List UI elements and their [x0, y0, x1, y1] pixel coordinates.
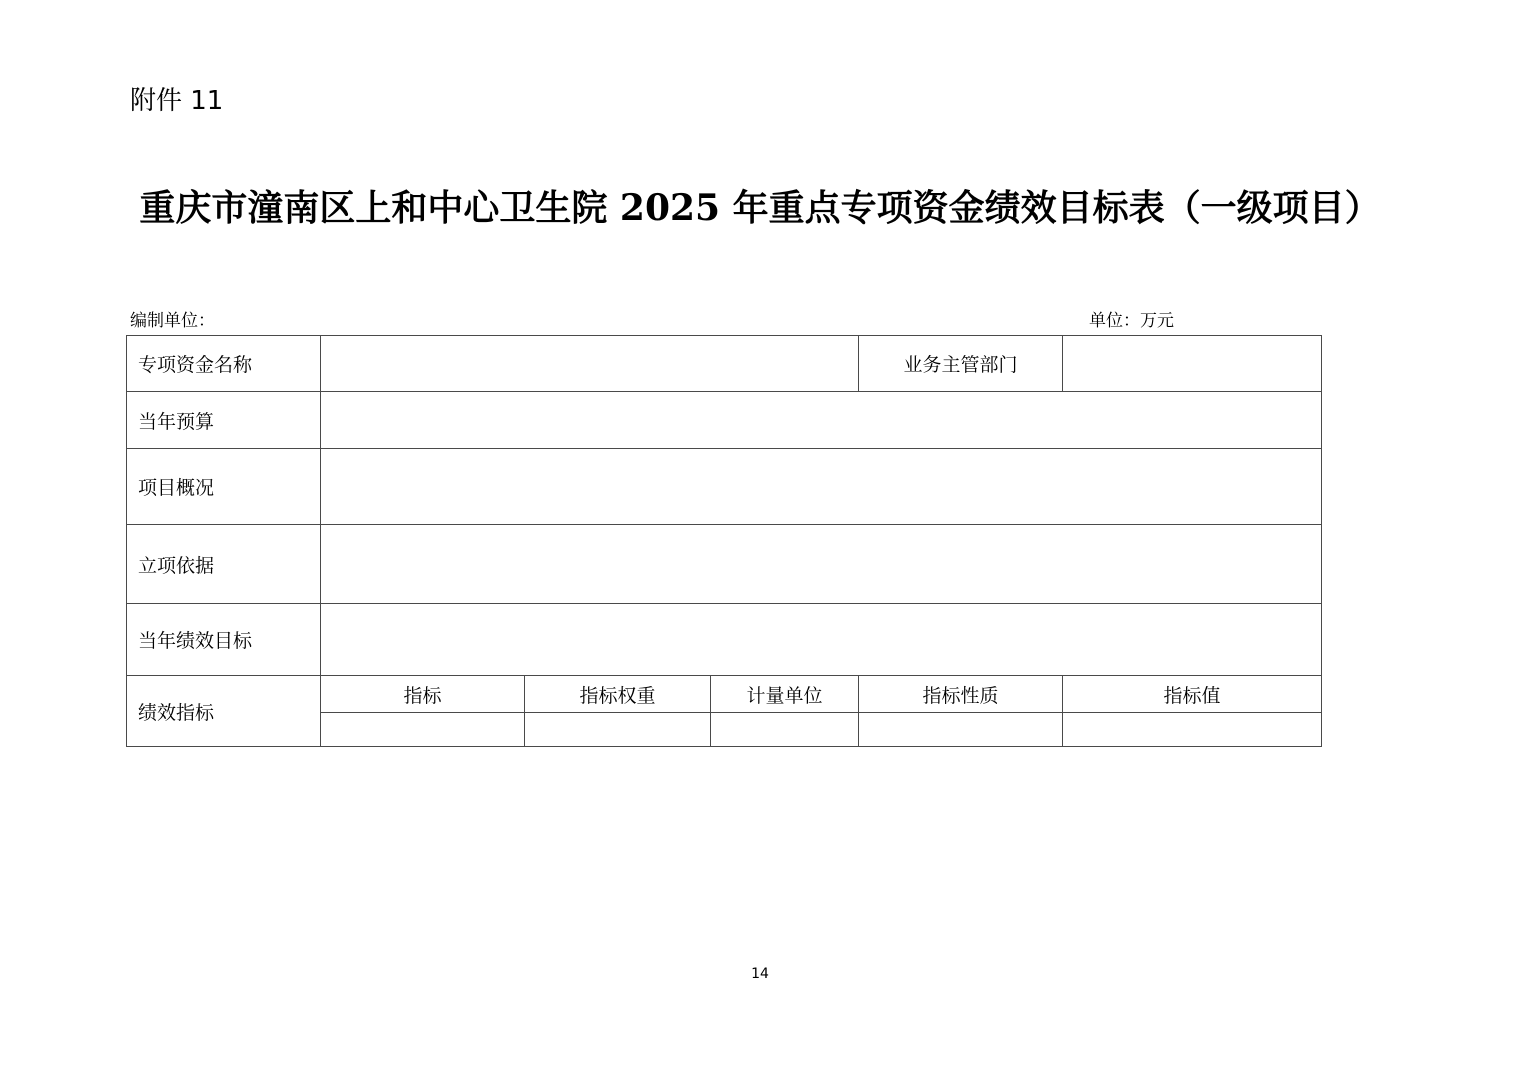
fund-name-label: 专项资金名称	[127, 336, 321, 392]
goal-cell[interactable]	[321, 604, 1322, 676]
basis-cell[interactable]	[321, 525, 1322, 604]
dept-label: 业务主管部门	[859, 336, 1063, 392]
overview-row	[127, 449, 1322, 525]
basis-row	[127, 525, 1322, 604]
indicator-header-row	[127, 676, 1322, 713]
performance-target-table	[126, 335, 1322, 747]
nature-cell[interactable]	[859, 713, 1063, 747]
overview-cell[interactable]	[321, 449, 1322, 525]
value-cell[interactable]	[1063, 713, 1322, 747]
budget-label: 当年预算	[127, 392, 321, 449]
indicators-label: 绩效指标	[127, 676, 321, 747]
goal-label: 当年绩效目标	[127, 604, 321, 676]
currency-unit-label: 单位：万元	[1089, 311, 1174, 331]
compiling-unit-label: 编制单位：	[130, 311, 215, 331]
weight-header: 指标权重	[525, 676, 711, 713]
overview-label: 项目概况	[127, 449, 321, 525]
dept-cell[interactable]	[1063, 336, 1322, 392]
indicator-header: 指标	[321, 676, 525, 713]
value-header: 指标值	[1063, 676, 1322, 713]
indicator-cell[interactable]	[321, 713, 525, 747]
budget-row	[127, 392, 1322, 449]
unit-cell[interactable]	[711, 713, 859, 747]
document-title: 重庆市潼南区上和中心卫生院 2025 年重点专项资金绩效目标表（一级项目）	[139, 187, 1381, 229]
attachment-label: 附件 11	[130, 86, 224, 116]
nature-header: 指标性质	[859, 676, 1063, 713]
weight-cell[interactable]	[525, 713, 711, 747]
basis-label: 立项依据	[127, 525, 321, 604]
unit-header: 计量单位	[711, 676, 859, 713]
fund-name-row	[127, 336, 1322, 392]
budget-cell[interactable]	[321, 392, 1322, 449]
goal-row	[127, 604, 1322, 676]
page-number: 14	[751, 966, 769, 982]
fund-name-cell[interactable]	[321, 336, 859, 392]
